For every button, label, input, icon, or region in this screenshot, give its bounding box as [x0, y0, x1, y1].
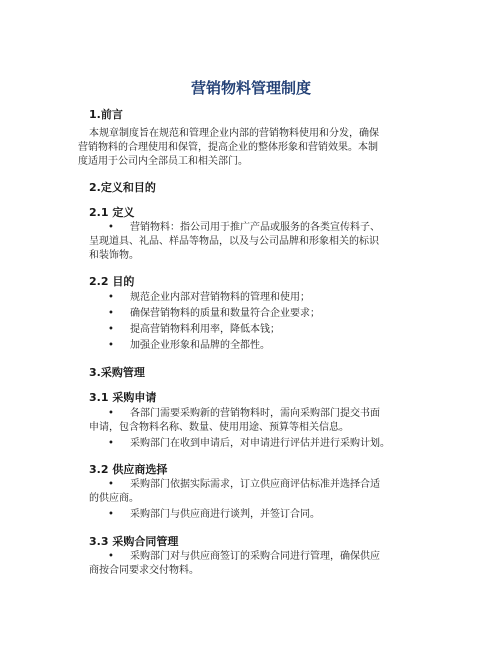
list-item-line: 商按合同要求交付物料。: [89, 565, 199, 576]
definition-line: 营销物料：指公司用于推广产品或服务的各类宣传料子、: [130, 222, 380, 233]
list-item-line: 采购部门依据实际需求，订立供应商评估标准并选择合适: [130, 479, 380, 490]
subsection-heading-2-2: 2.2 目的: [89, 275, 135, 288]
definition-line: 和装饰物。: [89, 250, 139, 261]
bullet-icon: •: [108, 438, 114, 449]
section-heading-2: 2.定义和目的: [89, 181, 156, 194]
document-title: 营销物料管理制度: [190, 79, 311, 97]
list-item: 确保营销物料的质量和数量符合企业要求；: [130, 308, 320, 319]
list-item-line: 采购部门对与供应商签订的采购合同进行管理，确保供应: [130, 551, 380, 562]
bullet-icon: •: [108, 479, 114, 490]
subsection-heading-3-2: 3.2 供应商选择: [89, 463, 168, 476]
intro-paragraph-line: 度适用于公司内全部员工和相关部门。: [78, 156, 248, 167]
bullet-icon: •: [108, 509, 114, 520]
list-item: 采购部门与供应商进行谈判，并签订合同。: [130, 509, 320, 520]
subsection-heading-3-1: 3.1 采购申请: [89, 391, 157, 404]
list-item-line: 各部门需要采购新的营销物料时，需向采购部门提交书面: [130, 408, 380, 419]
section-heading-3: 3.采购管理: [89, 366, 145, 379]
list-item-line: 的供应商。: [89, 493, 139, 504]
bullet-icon: •: [108, 292, 114, 303]
definition-line: 呈现道具、礼品、样品等物品，以及与公司品牌和形象相关的标识: [89, 236, 379, 247]
bullet-icon: •: [108, 551, 114, 562]
list-item: 提高营销物料利用率，降低本钱；: [130, 324, 280, 335]
list-item-line: 申请，包含物料名称、数量、使用用途、预算等相关信息。: [89, 422, 349, 433]
bullet-icon: •: [108, 222, 114, 233]
subsection-heading-3-3: 3.3 采购合同管理: [89, 535, 179, 548]
bullet-icon: •: [108, 340, 114, 351]
bullet-icon: •: [108, 324, 114, 335]
intro-paragraph-line: 营销物料的合理使用和保管，提高企业的整体形象和营销效果。本制: [78, 142, 378, 153]
subsection-heading-2-1: 2.1 定义: [89, 206, 135, 219]
list-item: 规范企业内部对营销物料的管理和使用；: [130, 292, 310, 303]
list-item: 采购部门在收到申请后，对申请进行评估并进行采购计划。: [130, 438, 390, 449]
list-item: 加强企业形象和品牌的全都性。: [130, 340, 270, 351]
section-heading-1: 1.前言: [89, 108, 123, 121]
bullet-icon: •: [108, 308, 114, 319]
intro-paragraph-line: 本规章制度旨在规范和管理企业内部的营销物料使用和分发，确保: [89, 128, 379, 139]
bullet-icon: •: [108, 408, 114, 419]
